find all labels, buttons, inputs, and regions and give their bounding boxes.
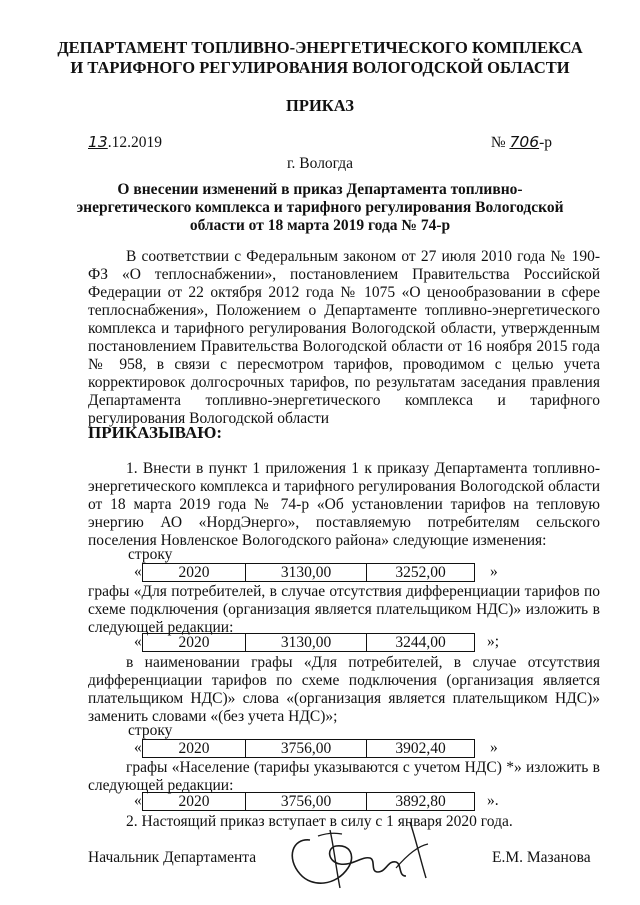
quote-close: » [490, 563, 498, 580]
item-1-paragraph: 1. Внести в пункт 1 приложения 1 к приказу Департамента топливно-энергетического комплекса и тарифного регулирования Вологодской области от 18 марта 2019 года № 74-р «Об установлении тарифов на тепловую энергию АО «НордЭнерго», поставляемую потребителям сельского поселения Новленское Вологодского района» следующие изменения: [88, 460, 600, 549]
graph1-paragraph: графы «Для потребителей, в случае отсутствия дифференциации тарифов по схеме подключения (организация является плательщиком НДС)» изложить в следующей редакции: [88, 583, 600, 636]
tariff-table-1 [142, 563, 475, 582]
table-cell-year: 2020 [143, 634, 246, 652]
quote-close: » [490, 739, 498, 756]
quote-open: « [134, 792, 142, 809]
item-2-paragraph: 2. Настоящий приказ вступает в силу с 1 января 2020 года. [126, 813, 513, 830]
table-cell-value1: 3130,00 [246, 564, 367, 582]
department-title-line2: И ТАРИФНОГО РЕГУЛИРОВАНИЯ ВОЛОГОДСКОЙ ОБЛАСТИ [70, 58, 570, 77]
department-title [0, 38, 640, 78]
order-date-rest: .12.2019 [107, 134, 162, 151]
table-cell-value2: 3892,80 [367, 793, 475, 811]
quote-close: »; [487, 633, 500, 650]
table-cell-year: 2020 [143, 793, 246, 811]
preamble-paragraph: В соответствии с Федеральным законом от 27 июля 2010 года № 190-ФЗ «О теплоснабжении», постановлением Правительства Российской Федерации от 22 октября 2012 года № 1075 «О ценообразовании в сфере теплоснабжения», Положением о Департаменте топливно-энергетического комплекса и тарифного регулирования Вологодской области, утвержденным постановлением Правительства Вологодской области от 16 ноября 2015 года № 958, в связи с пересмотром тарифов, проводимом с целью учета корректировок долгосрочных тарифов, по результатам заседания правления Департамента топливно-энергетического комплекса и тарифного регулирования Вологодской области [88, 248, 600, 427]
tariff-table-4 [142, 792, 475, 811]
order-number-prefix: № [490, 134, 510, 151]
order-date [88, 133, 162, 152]
table-row [143, 634, 475, 652]
signatory-name: Е.М. Мазанова [492, 849, 591, 866]
order-subject [0, 181, 640, 235]
table-cell-value2: 3902,40 [367, 740, 475, 758]
quote-open: « [134, 633, 142, 650]
table-row [143, 740, 475, 758]
signature-scribble [270, 818, 430, 894]
table-cell-value1: 3130,00 [246, 634, 367, 652]
row-label: строку [128, 546, 173, 563]
row-label: строку [128, 722, 173, 739]
tariff-table-2 [142, 633, 475, 652]
quote-close: ». [487, 792, 499, 809]
table-row [143, 564, 475, 582]
order-subject-line2: энергетического комплекса и тарифного регулирования Вологодской [76, 199, 564, 216]
document-type: ПРИКАЗ [286, 96, 354, 115]
order-number-value: 706 [509, 133, 540, 151]
naming-paragraph: в наименовании графы «Для потребителей, в случае отсутствия дифференциации тарифов по схеме подключения (организация является плательщиком НДС)» слова «(организация является плательщиком НДС)» заменить словами «(без учета НДС)»; [88, 654, 600, 725]
graph2-paragraph: графы «Население (тарифы указываются с учетом НДС) *» изложить в следующей редакции: [88, 759, 600, 794]
table-row [143, 793, 475, 811]
city: г. Вологда [286, 155, 354, 172]
table-cell-value2: 3252,00 [367, 564, 475, 582]
order-number-suffix: -р [539, 134, 552, 151]
order-subject-line3: области от 18 марта 2019 года № 74-р [189, 217, 451, 234]
order-subject-line1: О внесении изменений в приказ Департамента топливно- [117, 181, 523, 198]
order-number [491, 133, 552, 152]
table-cell-value1: 3756,00 [246, 793, 367, 811]
table-cell-year: 2020 [143, 564, 246, 582]
table-cell-value2: 3244,00 [367, 634, 475, 652]
table-cell-year: 2020 [143, 740, 246, 758]
order-date-day: 13 [88, 133, 108, 151]
order-word: ПРИКАЗЫВАЮ: [88, 423, 223, 442]
signatory-position: Начальник Департамента [88, 849, 257, 866]
quote-open: « [134, 563, 142, 580]
table-cell-value1: 3756,00 [246, 740, 367, 758]
department-title-line1: ДЕПАРТАМЕНТ ТОПЛИВНО-ЭНЕРГЕТИЧЕСКОГО КОМПЛЕКСА [57, 38, 583, 57]
tariff-table-3 [142, 739, 475, 758]
quote-open: « [134, 739, 142, 756]
